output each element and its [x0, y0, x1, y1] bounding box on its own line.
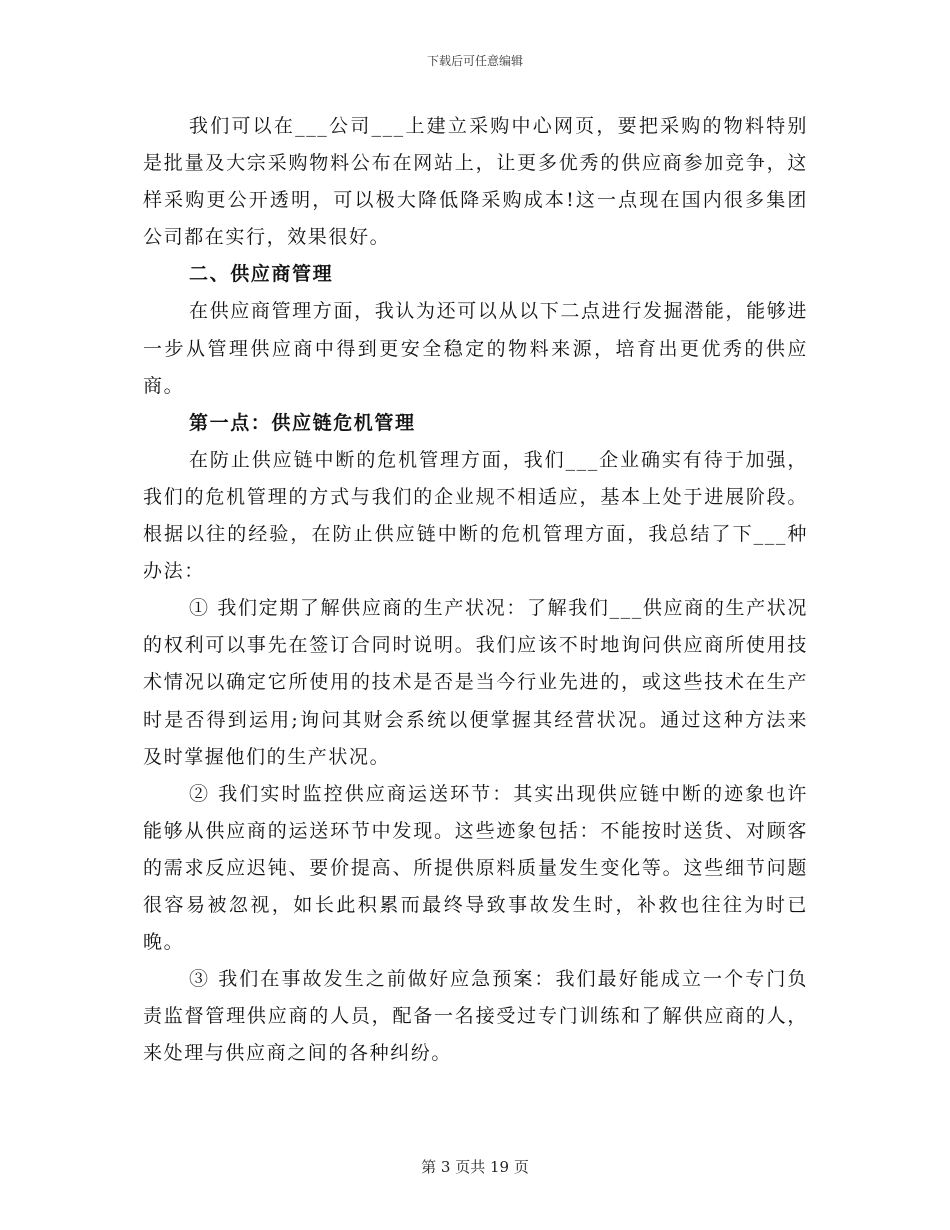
- document-body: [143, 108, 808, 1072]
- list-item-emergency-plan: ③ 我们在事故发生之前做好应急预案：我们最好能成立一个专门负责监督管理供应商的人员，配备一名接受过专门训练和了解供应商的人，来处理与供应商之间的各种纠纷。: [143, 968, 808, 1065]
- page-number: 第 3 页共 19 页: [421, 1158, 529, 1176]
- paragraph-crisis-management-intro: 在防止供应链中断的危机管理方面，我们___企业确实有待于加强，我们的危机管理的方式与我们的企业规不相适应，基本上处于进展阶段。根据以往的经验，在防止供应链中断的危机管理方面，我总结了下___种办法：: [143, 448, 808, 583]
- paragraph-procurement-website: 我们可以在___公司___上建立采购中心网页，要把采购的物料特别是批量及大宗采购物料公布在网站上，让更多优秀的供应商参加竞争，这样采购更公开透明，可以极大降低降采购成本!这一点现在国内很多集团公司都在实行，效果很好。: [143, 115, 808, 249]
- list-item-delivery-monitoring: ② 我们实时监控供应商运送环节：其实出现供应链中断的迹象也许能够从供应商的运送环节中发现。这些迹象包括：不能按时送货、对顾客的需求反应迟钝、要价提高、所提供原料质量发生变化等。这些细节问题很容易被忽视，如长此积累而最终导致事故发生时，补救也往往为时已晚。: [143, 782, 808, 954]
- section-heading-supplier-management: 二、供应商管理: [189, 263, 334, 286]
- list-item-production-status: ① 我们定期了解供应商的生产状况：了解我们___供应商的生产状况的权利可以事先在签订合同时说明。我们应该不时地询问供应商所使用技术情况以确定它所使用的技术是否是当今行业先进的，或这些技术在生产时是否得到运用;询问其财会系统以便掌握其经营状况。通过这种方法来及时掌握他们的生产状况。: [143, 597, 808, 768]
- page-header: 下载后可任意编辑: [426, 54, 523, 68]
- paragraph-supplier-management-intro: 在供应商管理方面，我认为还可以从以下二点进行发掘潜能，能够进一步从管理供应商中得到更安全稳定的物料来源，培育出更优秀的供应商。: [143, 300, 808, 397]
- subsection-heading-crisis-management: 第一点：供应链危机管理: [189, 411, 416, 434]
